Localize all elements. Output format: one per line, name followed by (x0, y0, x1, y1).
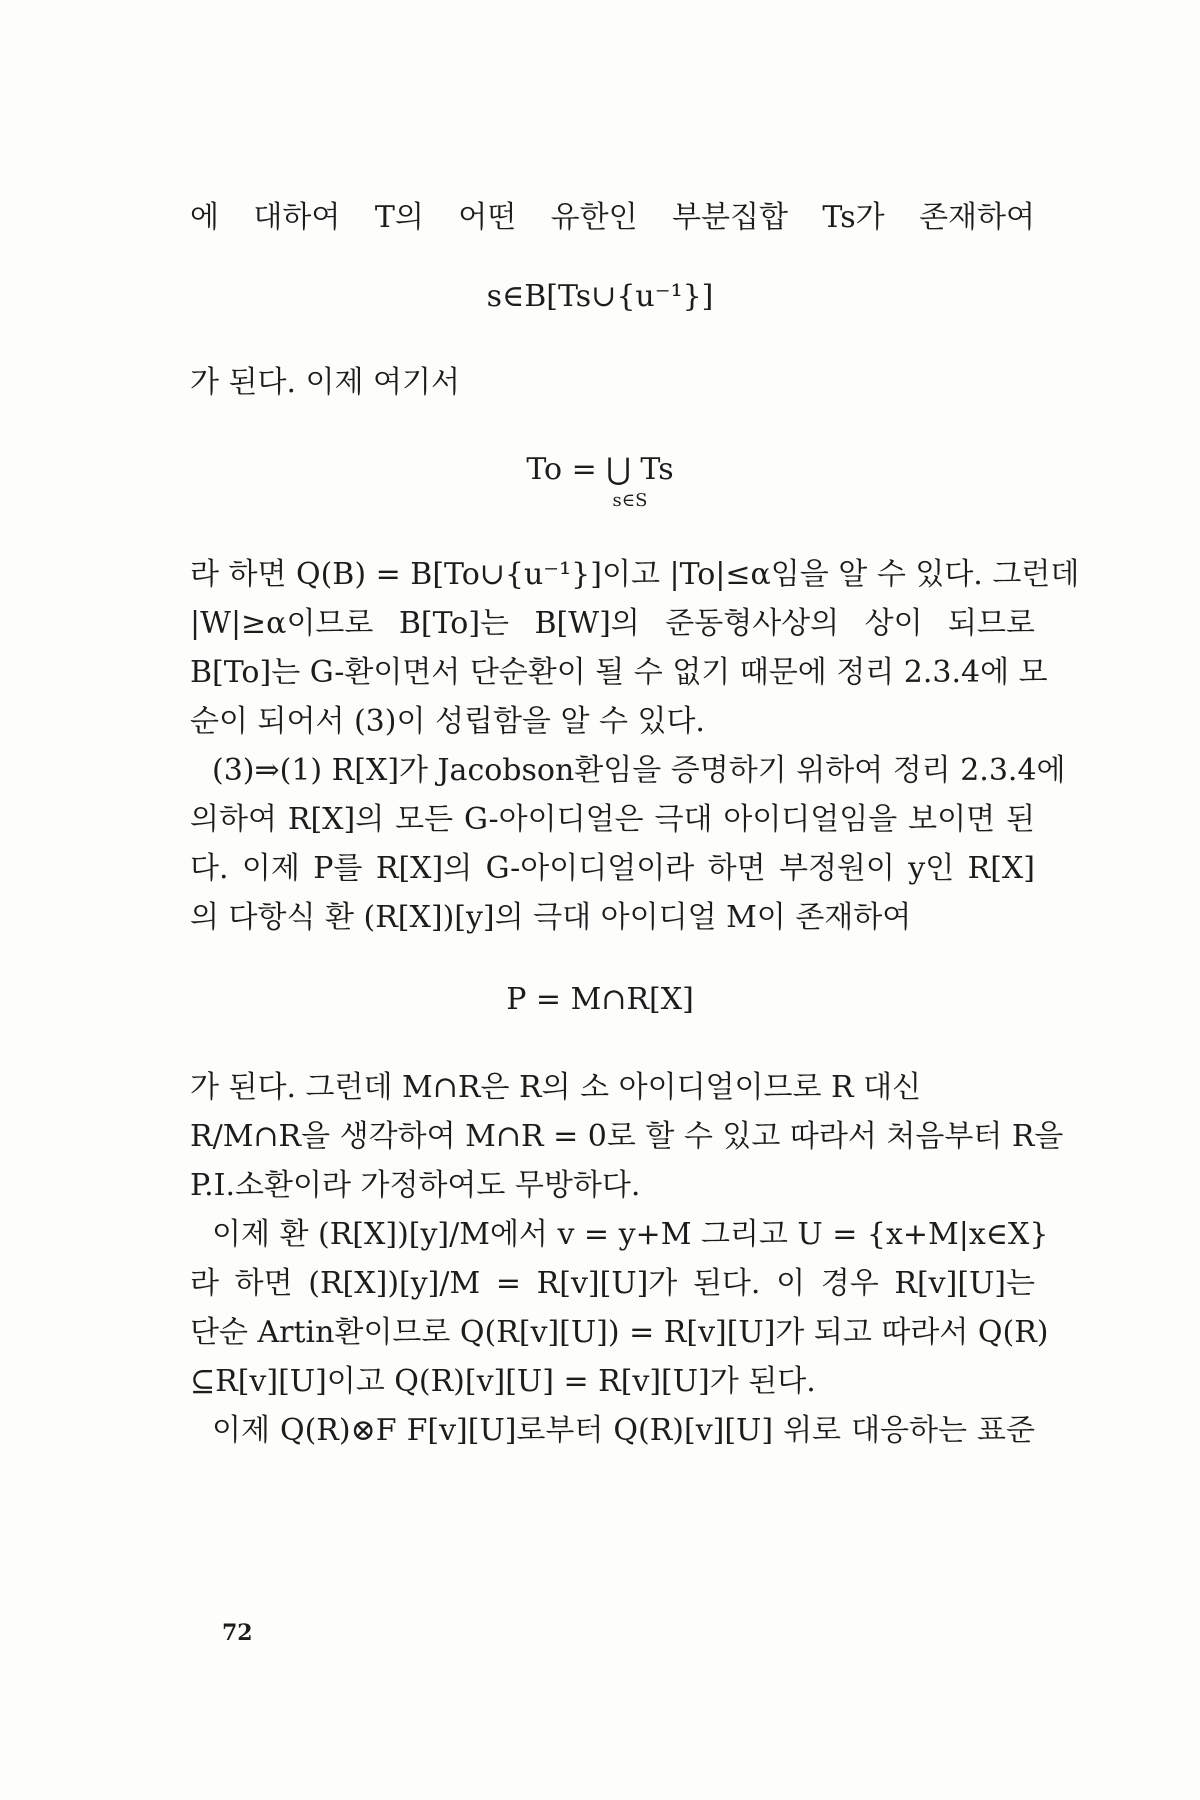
text-line: 다. 이제 P를 R[X]의 G-아이디얼이라 하면 부정원이 y인 R[X] (190, 851, 1035, 886)
text-line: 이제 환 (R[X])[y]/M에서 v = y+M 그리고 U = {x+M|x∈X} (212, 1217, 1049, 1252)
text-line: 의하여 R[X]의 모든 G-아이디얼은 극대 아이디얼임을 보이면 된 (190, 802, 1035, 837)
page-number: 72 (222, 1620, 253, 1646)
text-line: ⊆R[v][U]이고 Q(R)[v][U] = R[v][U]가 된다. (190, 1364, 816, 1399)
text-line: R/M∩R을 생각하여 M∩R = 0로 할 수 있고 따라서 처음부터 R을 (190, 1119, 1064, 1154)
text-line: 순이 되어서 (3)이 성립함을 알 수 있다. (190, 704, 705, 739)
display-equation: To = ⋃ Ts (526, 452, 674, 487)
display-equation: s∈B[Ts∪{u⁻¹}] (486, 279, 714, 314)
text-line: 라 하면 (R[X])[y]/M = R[v][U]가 된다. 이 경우 R[v][U]는 (190, 1266, 1035, 1301)
display-equation: P = M∩R[X] (506, 982, 694, 1017)
text-line: 단순 Artin환이므로 Q(R[v][U]) = R[v][U]가 되고 따라서 Q(R) (190, 1315, 1049, 1350)
text-line: 가 된다. 그런데 M∩R은 R의 소 아이디얼이므로 R 대신 (190, 1070, 922, 1105)
text-line: (3)⇒(1) R[X]가 Jacobson환임을 증명하기 위하여 정리 2.3.4에 (212, 753, 1066, 788)
text-line: |W|≥α이므로 B[To]는 B[W]의 준동형사상의 상이 되므로 (190, 606, 1035, 641)
equation-subscript: s∈S (612, 490, 648, 511)
text-line: P.I.소환이라 가정하여도 무방하다. (190, 1168, 641, 1203)
text-line: 의 다항식 환 (R[X])[y]의 극대 아이디얼 M이 존재하여 (190, 900, 912, 935)
text-line: B[To]는 G-환이면서 단순환이 될 수 없기 때문에 정리 2.3.4에 모 (190, 655, 1048, 690)
text-line: 가 된다. 이제 여기서 (190, 365, 460, 400)
text-line: 에 대하여 T의 어떤 유한인 부분집합 Ts가 존재하여 (190, 200, 1035, 235)
text-line: 라 하면 Q(B) = B[To∪{u⁻¹}]이고 |To|≤α임을 알 수 있다. 그런데 (190, 557, 1080, 592)
text-line: 이제 Q(R)⊗F F[v][U]로부터 Q(R)[v][U] 위로 대응하는 표준 (212, 1413, 1035, 1448)
